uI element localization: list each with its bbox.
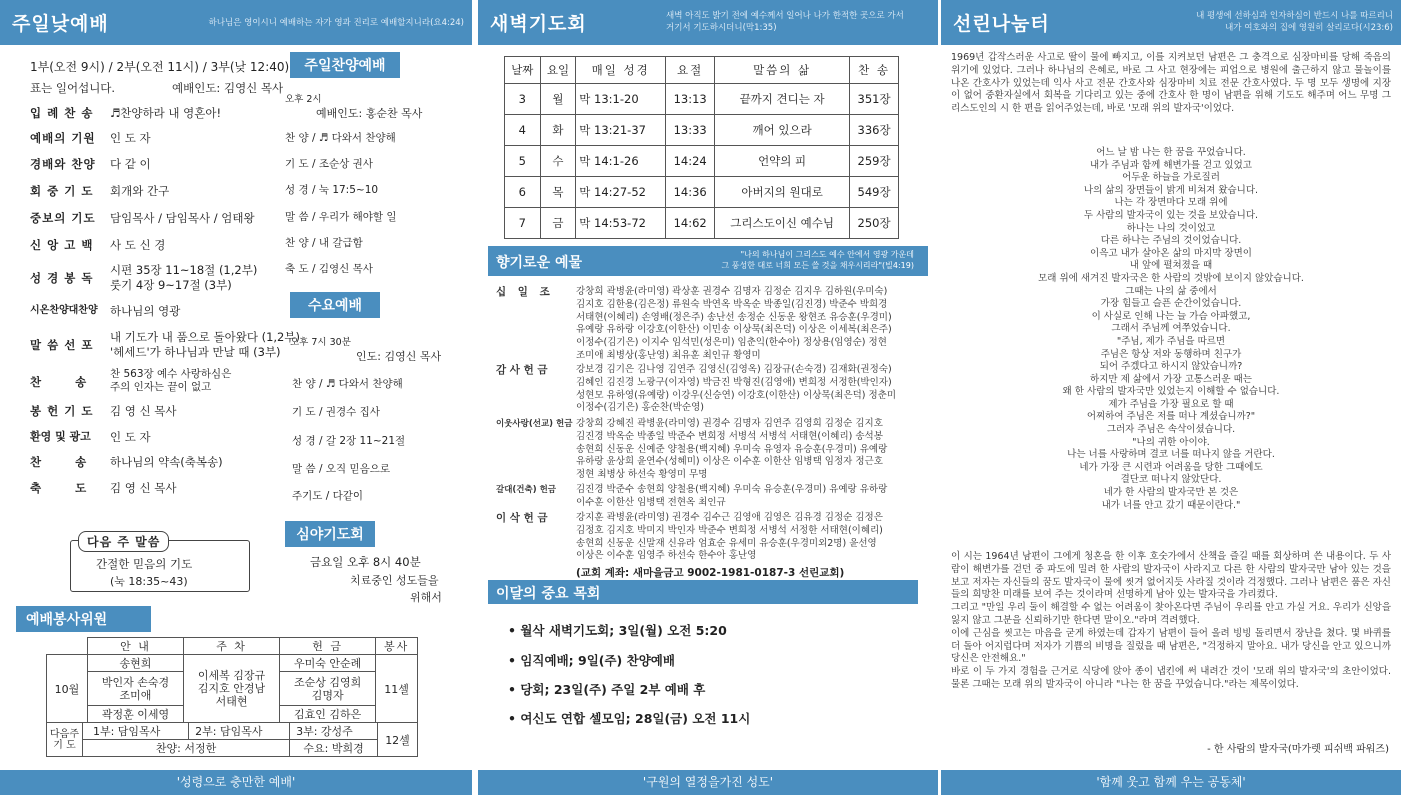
poem-line: 되어 주겠다고 하시지 않았습니까? [1099,361,1243,373]
poem-line: 내 앞에 펼쳐졌을 때 [1129,260,1213,272]
offering-tag: 향기로운 예물 [496,255,583,271]
footer-motto: '성령으로 충만한 예배' [0,770,472,795]
guide-cell: 곽정훈 이세영 [87,706,183,723]
standing-note: 표는 일어섭니다. [30,81,116,95]
section-title: 주일낮예배 [12,13,109,35]
wednesday-item: 찬 양 / ♬ 다와서 찬양해 [292,378,403,390]
poem-line: "나의 귀한 아이야. [1132,436,1210,448]
worship-leader: 예배인도: 김영신 목사 [172,81,284,95]
outro-paragraph: 이 시는 1964년 남편이 그에게 청혼을 한 이후 호숫가에서 산책을 즐길 때를 회상하며 쓴 내용이다. 두 사람이 해변가를 걷던 중 파도에 밀려 한 사람의 발자국이 사라지고 다른 한 사람의 발자국만 남아 있는 것을 보고 저자는 자신들의 꿈도 발자국이 물에 씻겨 없어지듯 사라질 것이라 걱정했다. 그러나 남편은 품은 자신들의 희망찬 미래를 보여 주는 것이라며 선명하게 남아 있는 발자국을 가리켰다. [951,551,1391,601]
prayer-cell: 2부: 담임목사 [189,723,290,740]
wednesday-item: 말 씀 / 오직 믿음으로 [292,463,391,475]
praise-leader: 예배인도: 홍순찬 목사 [316,107,423,120]
table-row: 5 수 막 14:1-26 14:24 언약의 피 259장 [505,146,899,177]
next-week-ref: (눅 18:35~43) [110,575,188,588]
outro-paragraph: 그리고 "만일 우리 둘이 해결할 수 없는 어려움이 찾아온다면 주님이 우리를 안고 가실 거요. 우리가 신앙을 잃지 않고 그분을 신뢰하기만 한다면 말이오."라며 격려했다. [951,602,1391,626]
guide-cell: 송현희 [87,655,183,672]
night-prayer-purpose: 치료중인 성도들을 [350,574,439,587]
poem [951,147,1391,512]
order-row: 예배의 기원 인 도 자 [30,131,151,145]
order-row: 환영 및 광고 인 도 자 [30,430,151,444]
wed-cell: 수요: 박희경 [290,740,378,757]
poem-line: 내가 너를 안고 갔기 때문이란다." [1101,499,1241,511]
committee-table [46,637,418,723]
prayer-cell: 3부: 강성주 [290,723,378,740]
poem-line: 어찌하여 주님은 저를 떠나 계셨습니까?" [1086,411,1256,423]
poem-line: 그래서 주님께 여쭈었습니다. [1111,323,1231,335]
poem-line: 이윽고 내가 살아온 삶의 마지막 장면이 [1090,247,1252,259]
order-row: 성 경 봉 독 시편 35장 11~18절 (1,2부) 룻기 4장 9~17절 (3부) [30,263,258,292]
col-parking: 주 차 [184,638,280,655]
offering-cell: 조순상 김영희 김명자 [280,672,376,706]
wednesday-worship-tag: 수요예배 [290,292,380,318]
wednesday-item: 기 도 / 권경수 집사 [292,406,380,418]
poem-line: 모래 위에 새겨진 발자국은 한 사람의 것밖에 보이지 않았습니다. [1038,272,1304,284]
poem-line: "주님, 제가 주님을 따르면 [1116,335,1226,347]
praise-cell: 찬양: 서정한 [82,740,289,757]
prayer-cell: 1부: 담임목사 [82,723,188,740]
next-prayer-label: 다음주 기 도 [47,723,83,757]
order-row: 찬 송 찬 563장 예수 사랑하심은 주의 인자는 끝이 없고 [30,368,232,393]
poem-line: 가장 힘들고 슬픈 순간이었습니다. [1100,298,1242,310]
night-prayer-time: 금요일 오후 8시 40분 [310,555,421,569]
intro-paragraph: 1969년 갑작스러운 사고로 딸이 물에 빠지고, 이를 지켜보던 남편은 그 충격으로 심장마비를 당해 죽음의 위기에 있었다. 그러나 하나님의 은혜로, 바로 그 사고 현장에는 피업으로 병원에 출근하지 않고 물놀이를 나온 간호사가 있었는데 익사 사고 전문 간호사와 심장마비 치료 전문 간호사였다. 두 명 모두 생명에 지장이 없어 중환자실에서 회복을 기다리고 있는 중에 간호사 한 명이 남편을 위해 기도도 해주며 어느 무명 그리스도인의 시 한 편을 읽어주었는데, 바로 '모래 위의 발자국'이었다. [951,52,1391,115]
service-times: 1부(오전 9시) / 2부(오전 11시) / 3부(낮 12:40) [30,60,290,74]
poem-line: 내가 주님과 함께 해변가를 걷고 있었고 [1090,159,1252,171]
poem-line: 나의 삶의 장면들이 밝게 비쳐져 왔습니다. [1083,184,1259,196]
committee-tag: 예배봉사위원 [16,606,151,632]
wednesday-item: 성 경 / 갈 2장 11~21절 [292,435,406,447]
order-row: 축 도 김 영 신 목사 [30,481,177,495]
praise-item: 말 씀 / 우리가 해야할 일 [285,211,397,223]
footer-motto: '구원의 열정을가진 성도' [478,770,938,795]
header-verse: 내 평생에 선하심과 인자하심이 반드시 나를 따르리니 내가 여호와의 집에 영원히 살리로다(시23:6) [1196,11,1393,33]
offering-cell: 우미숙 안순례 [280,655,376,672]
poem-line: 그때는 나의 삶 중에서 [1125,285,1217,297]
praise-item: 축 도 / 김영신 목사 [285,263,373,275]
next-week-label: 다음 주 말씀 [78,531,169,552]
wednesday-item: 주기도 / 다같이 [292,490,364,502]
outro-paragraphs [951,551,1391,692]
order-row: 찬 송 하나님의 약속(축복송) [30,455,223,469]
events-tag: 이달의 중요 목회 [496,586,601,602]
poem-line: 두 사람의 발자국이 있는 것을 보았습니다. [1083,209,1259,221]
poem-line: 하지만 제 삶에서 가장 고통스러운 때는 [1090,373,1252,385]
order-row: 말 씀 선 포 내 기도가 내 품으로 돌아왔다 (1,2부) '헤세드'가 하나님과 만날 때 (3부) [30,330,300,359]
footer-motto: '함께 웃고 함께 우는 공동체' [941,770,1401,795]
order-row: 중보의 기도 담임목사 / 담임목사 / 엄태왕 [30,211,255,225]
section-title: 선린나눔터 [953,13,1050,35]
event-item: • 월삭 새벽기도회; 3일(월) 오전 5:20 [508,623,727,638]
poem-line: 어느 날 밤 나는 한 꿈을 꾸었습니다. [1096,147,1246,158]
poem-line: 네가 가장 큰 시련과 어려움을 당한 그때에도 [1079,461,1263,473]
column-sunday-worship [0,0,472,795]
praise-time: 오후 2시 [285,94,322,105]
service-cell: 12셀 [378,723,418,757]
poem-line: 왜 한 사람의 발자국만 있었는지 이해할 수 없습니다. [1062,386,1280,398]
sunday-worship-header [0,0,472,45]
column-sharing [941,0,1401,795]
poem-line: 나는 각 장면마다 모래 위에 [1114,197,1228,209]
column-dawn-prayer: 새벽기도회 새벽 아직도 밝기 전에 예수께서 일어나 나가 한적한 곳으로 가서 거기서 기도하시더니(막1:35) 날짜 요일 매일 성경 요절 말씀의 삶 찬 송 3 월 막 13:1-20 13:13 끝까지 견디는 자 351장 4 화 막 13:21-37 13:33 깨어 있으라 336장 5 수 막 14:1-26 14:24 언약의 피 259장 6 목 막 14:27-52 14:36 아버지의 원대로 549장 7 금 막 14:53-72 14:62 그리스도이신 예수님 250장 향기로운 예물 "나의 하나님이 그리스도 예수 안에서 영광 가운데 그 풍성한 대로 너희 모든 쓸 것을 채우시리라"(빌4:19) 십 일 조 강창희 곽병윤(라미영) 곽상훈 권경수 김명자 김정순 김지우 김하원(우미숙) 김지호 김한용(김은정) 류원숙 박연옥 박옥순 박종일(김진경) 박준수 박희경 서태현(이혜리) 손영배(정은주) 송난선 송정순 신동운 왕현조 유승훈(우경미) 유예랑 유하랑 이강호(이한산) 이민송 이상묵(최은덕) 이상은 이세복(최은주) 이정수(김기은) 이지수 임석민(성은미) 임춘익(한수아) 정상용(임영순) 정현 조미애 최병상(홍난영) 최유훈 최인규 황영미 감 사 헌 금 강보경 김기은 김나영 김연주 김영신(김영옥) 김장규(손숙경) 김재화(권정숙) 김혜인 김진경 노광구(이자영) 박금진 박형진(김영애) 변희정 서정한(박인자) 성현모 유하영(유예랑) 이강우(신승연) 이강호(이한산) 이상묵(최은덕) 정춘미 이정수(김기은) 홍순찬(박순영) 이웃사랑(선교) 헌금 강창희 강혜진 곽병윤(라미영) 권경수 김명자 김연주 김영희 김정순 김지호 김진경 박옥순 박종일 박준수 변희정 서병석 서병석 서태현(이혜리) 송석봉 송현희 신동운 신예준 양철용(백지혜) 우미숙 유영자 유승훈(우경미) 유예랑 유하랑 윤상희 윤연수(성혜미) 이상은 이수훈 이한산 임병택 임정자 정근호 정현 최병상 하선숙 황영미 무명 갈대(건축) 헌금 김진경 박준수 송현희 양철용(백지혜) 우미숙 유승훈(우경미) 유예랑 유하랑 이수훈 이한산 임병택 전현옥 최인규 이 삭 헌 금 강지훈 곽병윤(라미영) 권경수 김수근 김영애 김영은 김유경 김정순 김정은 김정호 김지호 박미지 박인자 박준수 변희정 서병석 서정한 서태현(이혜리) 송현희 신동운 신말재 신유라 엄효순 유세미 유승훈(우경미외2명) 윤선영 이상은 이수훈 임영주 하선숙 한수아 홍난영 (교회 계좌: 새마을금고 9002-1981-0187-3 선린교회) 이달의 중요 목회 • 월삭 새벽기도회; 3일(월) 오전 5:20 • 임직예배; 9일(주) 찬양예배 • 당회; 23일(주) 주일 2부 예배 후 • 여신도 연합 셀모임; 28일(금) 오전 11시 '구원의 열정을가진 성도' [478,0,938,795]
table-row: 6 목 막 14:27-52 14:36 아버지의 원대로 549장 [505,177,899,208]
poem-line: 하나는 나의 것이었고 [1126,222,1216,234]
outro-paragraph: 이에 근심을 씻고는 마음을 굳게 하였는데 갑자기 남편이 들어 올려 빙빙 돌리면서 장난을 쳤다. 몇 바퀴를 더 돌아 어지럽다며 저자가 기쁨의 비명을 질렀을 때 남편은, "걱정하지 말아요. 내가 당신을 안고 있으니까 당신은 안전해요." [951,627,1391,665]
next-week-title: 간절한 믿음의 기도 [96,557,193,571]
service-cell: 11셀 [376,655,418,723]
table-row: 4 화 막 13:21-37 13:33 깨어 있으라 336장 [505,115,899,146]
col-offering: 헌 금 [280,638,376,655]
night-prayer-tag: 심야기도회 [285,521,375,547]
wednesday-leader: 인도: 김영신 목사 [356,350,442,363]
event-item: • 당회; 23일(주) 주일 2부 예배 후 [508,682,706,697]
col-service: 봉사 [376,638,418,655]
poem-line: 그러자 주님은 속삭이셨습니다. [1106,424,1236,436]
praise-item: 찬 양 / 내 갈급함 [285,237,363,249]
parking-cell: 이세복 김장규 김지호 안경남 서태현 [184,655,280,723]
sharing-header [941,0,1401,45]
section-title: 새벽기도회 [490,13,587,35]
dawn-prayer-header [478,0,938,45]
praise-worship-tag: 주일찬양예배 [290,52,400,78]
order-row: 시온찬양대찬양 하나님의 영광 [30,304,181,318]
poem-line: 네가 한 사람의 발자국만 본 것은 [1103,487,1239,499]
praise-item: 기 도 / 조순상 권사 [285,158,373,170]
order-row: 회 중 기 도 회개와 간구 [30,184,170,198]
order-row: 봉 헌 기 도 김 영 신 목사 [30,404,177,418]
dawn-schedule-table: 날짜 요일 매일 성경 요절 말씀의 삶 찬 송 3 월 막 13:1-20 13:13 끝까지 견디는 자 351장 4 화 막 13:21-37 13:33 깨어 있으라 336장 5 수 막 14:1-26 14:24 언약의 피 259장 6 목 막 14:27-52 14:36 아버지의 원대로 549장 7 금 막 14:53-72 14:62 그리스도이신 예수님 250장 [504,56,899,239]
outro-paragraph: 바로 이 두 가지 경험을 근거로 식당에 앉아 종이 냅킨에 써 내려간 것이 '모래 위의 발자국'의 초안이었다. 물론 그때는 모래 위의 발자국이 아니라 "나는 한 꿈을 꾸었습니다."라는 제목이었다. [951,666,1391,690]
header-verse: 새벽 아직도 밝기 전에 예수께서 일어나 나가 한적한 곳으로 가서 거기서 기도하시더니(막1:35) [666,11,904,33]
wednesday-time: 오후 7시 30분 [290,337,351,348]
table-row: 7 금 막 14:53-72 14:62 그리스도이신 예수님 250장 [505,208,899,239]
poem-line: 다른 하나는 주님의 것이었습니다. [1100,235,1242,247]
order-row: 경배와 찬양 다 같 이 [30,157,151,171]
month-cell: 10월 [47,655,88,723]
event-item: • 임직예배; 9일(주) 찬양예배 [508,653,675,668]
table-row: 3 월 막 13:1-20 13:13 끝까지 견디는 자 351장 [505,84,899,115]
poem-line: 제가 주님을 가장 필요로 할 때 [1108,398,1234,410]
poem-line: 어두운 하늘을 가로질러 [1122,172,1220,184]
order-row: 신 앙 고 백 사 도 신 경 [30,238,166,252]
offering-cell: 김효인 김하은 [280,706,376,723]
credit: - 한 사람의 발자국(마가렛 피쉬백 파워즈) [1207,744,1389,755]
poem-line: 이 사실로 인해 나는 늘 가슴 아파했고, [1091,310,1251,322]
bank-account: (교회 계좌: 새마을금고 9002-1981-0187-3 선린교회) [576,567,845,579]
poem-line: 나는 너를 사랑하며 결코 너를 떠나지 않을 거란다. [1067,449,1275,461]
praise-item: 찬 양 / ♬ 다와서 찬양해 [285,132,396,144]
next-week-prayer-table [46,722,418,757]
col-guide: 안 내 [87,638,183,655]
night-prayer-purpose-2: 위해서 [410,591,442,604]
guide-cell: 박인자 손숙경 조미애 [87,672,183,706]
event-item: • 여신도 연합 셀모임; 28일(금) 오전 11시 [508,711,751,726]
offering-verse: "나의 하나님이 그리스도 예수 안에서 영광 가운데 그 풍성한 대로 너희 모든 쓸 것을 채우시리라"(빌4:19) [721,250,914,270]
header-verse: 하나님은 영이시니 예배하는 자가 영과 진리로 예배할지니라(요4:24) [208,18,464,28]
poem-line: 주님은 항상 저와 동행하며 친구가 [1100,348,1242,360]
order-row: 입 례 찬 송 ♬찬양하라 내 영혼아! [30,106,222,120]
poem-line: 결단코 떠나지 않았단다. [1120,474,1222,486]
praise-item: 성 경 / 눅 17:5~10 [285,184,379,196]
